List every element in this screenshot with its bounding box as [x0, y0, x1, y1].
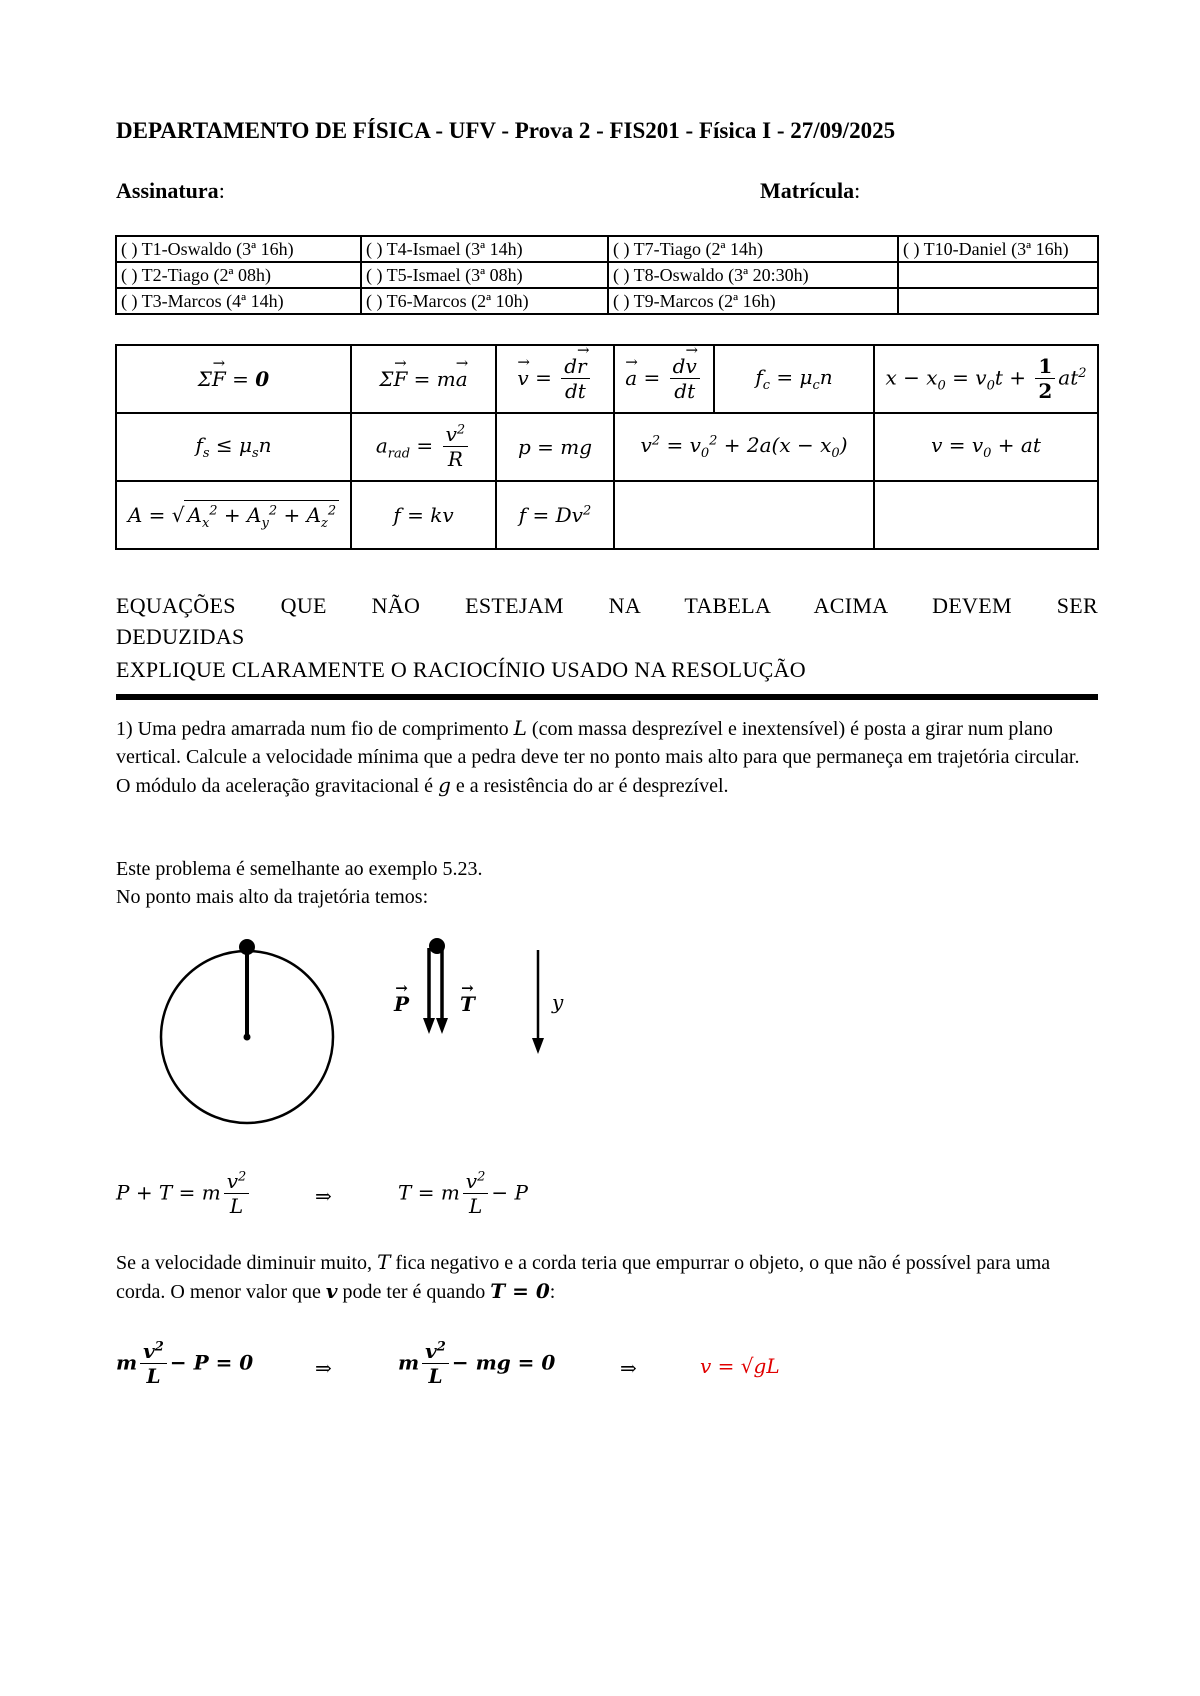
equation-minimum-1: m $\frac{v^2}{L}$ − P = 0 [116, 1339, 254, 1388]
divider [116, 694, 1098, 700]
table-row [116, 262, 1098, 288]
class-option[interactable]: ( ) T5-Ismael (3ª 08h) [361, 262, 608, 288]
formula-cell: Σ→ F = 0 [116, 345, 351, 413]
empty-cell [898, 288, 1098, 314]
instruction-line-3: EXPLIQUE CLARAMENTE O RACIOCÍNIO USADO NA RESOLUÇÃO [116, 657, 806, 682]
implies-symbol: ⇒ [620, 1356, 637, 1380]
table-row [116, 236, 1098, 262]
empty-cell [898, 262, 1098, 288]
table-row [116, 345, 1098, 413]
final-answer: v = √gL [700, 1354, 780, 1378]
formula-cell: $f_s \le \mu_sn$ [116, 413, 351, 481]
exam-title: DEPARTAMENTO DE FÍSICA - UFV - Prova 2 - FIS201 - Física I - 27/09/2025 [116, 118, 896, 143]
formula-cell: $a_{rad}$ = $\frac{v^2}{R}$ [351, 413, 496, 481]
solution-line-1: Este problema é semelhante ao exemplo 5.23. [116, 858, 483, 880]
formula-cell: Σ→ F = m→ a [351, 345, 496, 413]
class-option[interactable]: ( ) T10-Daniel (3ª 16h) [898, 236, 1098, 262]
center-point [244, 1034, 251, 1041]
instruction-line-1: EQUAÇÕES QUE NÃO ESTEJAM NA TABELA ACIMA DEVEM SER [116, 593, 1098, 618]
formula-cell: f = kv [351, 481, 496, 549]
tension-label: → T [460, 992, 475, 1016]
solution-line-2: No ponto mais alto da trajetória temos: [116, 886, 429, 908]
formula-cell: $v = v_0$ + at [874, 413, 1098, 481]
weight-label: → P [394, 992, 409, 1016]
class-option[interactable]: ( ) T8-Oswaldo (3ª 20:30h) [608, 262, 898, 288]
formula-cell: $v^2 = v_0^2 + 2a(x - x_0)$ [614, 413, 874, 481]
stone [239, 939, 255, 955]
class-option[interactable]: ( ) T1-Oswaldo (3ª 16h) [116, 236, 361, 262]
registration-label: Matrícula: [760, 178, 861, 203]
formula-table [115, 344, 1099, 550]
class-option[interactable]: ( ) T3-Marcos (4ª 14h) [116, 288, 361, 314]
formula-cell: $x - x_0 = v_0t$ + $\frac{1}{2}$ $at^2$ [874, 345, 1098, 413]
formula-cell: $f = Dv^2$ [496, 481, 614, 549]
force-diagram [140, 930, 600, 1130]
instruction-line-2: DEDUZIDAS [116, 624, 245, 649]
formula-cell: → v = $\frac{d\to r}{dt}$ [496, 345, 614, 413]
explanation-text: Se a velocidade diminuir muito, T fica negativo e a corda teria que empurrar o objeto, o que não é possível para uma corda. O menor valor que v pode ter é quando T = 0: [116, 1250, 1051, 1303]
class-option[interactable]: ( ) T9-Marcos (2ª 16h) [608, 288, 898, 314]
equation-tension: T = m $\frac{v^2}{L}$ − P [398, 1169, 528, 1218]
question-1-text: 1) Uma pedra amarrada num fio de comprimento L (com massa desprezível e inextensível) é posta a girar num plano vertical. Calcule a velocidade mínima que a pedra deve ter no ponto mais alto para que permaneça em trajetória circular. O módulo da aceleração gravitacional é g e a resistência do ar é desprezível. [116, 716, 1080, 797]
formula-cell: p = mg [496, 413, 614, 481]
class-option[interactable]: ( ) T6-Marcos (2ª 10h) [361, 288, 608, 314]
empty-cell [614, 481, 874, 549]
signature-label: Assinatura: [116, 178, 225, 203]
class-option[interactable]: ( ) T7-Tiago (2ª 14h) [608, 236, 898, 262]
implies-symbol: ⇒ [315, 1184, 332, 1208]
formula-cell: A = √ $A_x^2 + A_y^2 + A_z^2$ [116, 481, 351, 549]
y-axis-label: y [552, 990, 564, 1014]
formula-cell: $f_c = \mu_cn$ [714, 345, 874, 413]
equation-forces: P + T = m $\frac{v^2}{L}$ [116, 1170, 252, 1218]
table-row [116, 481, 1098, 549]
table-row [116, 413, 1098, 481]
table-row [116, 288, 1098, 314]
class-selection-table [115, 235, 1099, 315]
class-option[interactable]: ( ) T2-Tiago (2ª 08h) [116, 262, 361, 288]
equation-minimum-2: m $\frac{v^2}{L}$ − mg = 0 [398, 1339, 556, 1388]
empty-cell [874, 481, 1098, 549]
class-option[interactable]: ( ) T4-Ismael (3ª 14h) [361, 236, 608, 262]
implies-symbol: ⇒ [315, 1356, 332, 1380]
formula-cell: → a = $\frac{d\to v}{dt}$ [614, 345, 714, 413]
